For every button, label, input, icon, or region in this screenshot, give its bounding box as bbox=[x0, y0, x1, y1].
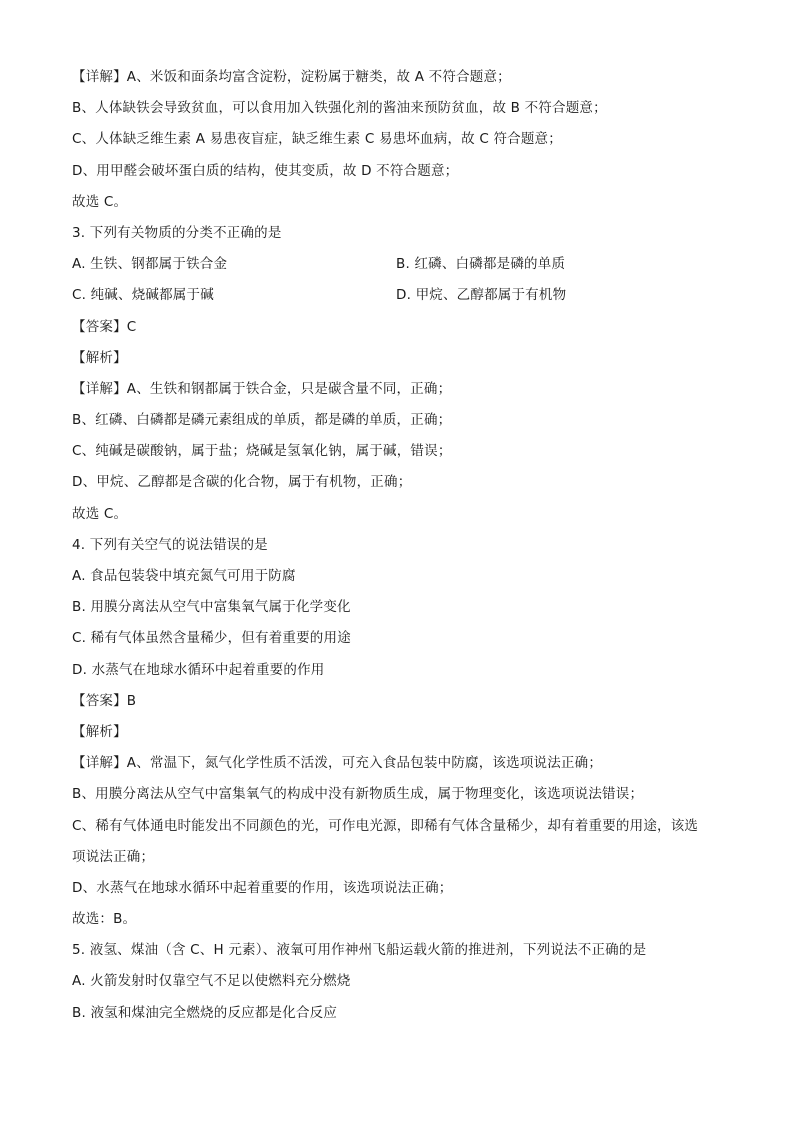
q4-answer: 【答案】B bbox=[72, 692, 137, 709]
q3-options-row-1 bbox=[72, 249, 732, 280]
q3-option-a: A. 生铁、钢都属于铁合金 bbox=[72, 256, 228, 273]
q2-detail-c: C、人体缺乏维生素 A 易患夜盲症，缺乏维生素 C 易患坏血病，故 C 符合题意； bbox=[72, 131, 562, 148]
q4-detail-d: D、水蒸气在地球水循环中起着重要的作用，该选项说法正确； bbox=[72, 879, 453, 896]
q4-detail-c-line2: 项说法正确； bbox=[72, 848, 155, 865]
q3-detail-b: B、红磷、白磷都是磷元素组成的单质，都是磷的单质，正确； bbox=[72, 412, 452, 429]
q4-detail-c-line1: C、稀有气体通电时能发出不同颜色的光，可作电光源，即稀有气体含量稀少，却有着重要的用途，该选 bbox=[72, 817, 699, 834]
q2-detail-b: B、人体缺铁会导致贫血，可以食用加入铁强化剂的酱油来预防贫血，故 B 不符合题意； bbox=[72, 100, 607, 117]
q3-option-c: C. 纯碱、烧碱都属于碱 bbox=[72, 287, 214, 304]
q3-stem: 3. 下列有关物质的分类不正确的是 bbox=[72, 224, 282, 241]
q3-options-row-2 bbox=[72, 280, 732, 311]
q3-detail-d: D、甲烷、乙醇都是含碳的化合物，属于有机物，正确； bbox=[72, 474, 412, 491]
q3-option-b: B. 红磷、白磷都是磷的单质 bbox=[396, 256, 566, 273]
q2-detail-a: 【详解】A、米饭和面条均富含淀粉，淀粉属于糖类，故 A 不符合题意； bbox=[72, 69, 511, 85]
q5-option-b: B. 液氢和煤油完全燃烧的反应都是化合反应 bbox=[72, 1004, 338, 1021]
q5-stem: 5. 液氢、煤油（含 C、H 元素）、液氧可用作神州飞船运载火箭的推进剂，下列说法不正确的是 bbox=[72, 942, 647, 959]
q4-detail-b: B、用膜分离法从空气中富集氧气的构成中没有新物质生成，属于物理变化，该选项说法错误； bbox=[72, 786, 644, 803]
q3-conclusion: 故选 C。 bbox=[72, 505, 128, 522]
q4-conclusion: 故选：B。 bbox=[72, 911, 137, 928]
q4-option-b: B. 用膜分离法从空气中富集氧气属于化学变化 bbox=[72, 599, 351, 616]
q5-option-a: A. 火箭发射时仅靠空气不足以使燃料充分燃烧 bbox=[72, 973, 351, 990]
q3-analysis-label: 【解析】 bbox=[72, 349, 127, 366]
q3-detail-a: 【详解】A、生铁和钢都属于铁合金，只是碳含量不同，正确； bbox=[72, 380, 452, 397]
q4-analysis-label: 【解析】 bbox=[72, 723, 127, 740]
q3-option-d: D. 甲烷、乙醇都属于有机物 bbox=[396, 287, 567, 304]
q4-option-a: A. 食品包装袋中填充氮气可用于防腐 bbox=[72, 568, 296, 584]
q3-answer: 【答案】C bbox=[72, 318, 137, 335]
q4-stem: 4. 下列有关空气的说法错误的是 bbox=[72, 536, 268, 553]
q3-detail-c: C、纯碱是碳酸钠，属于盐；烧碱是氢氧化钠，属于碱，错误； bbox=[72, 443, 452, 460]
q4-option-c: C. 稀有气体虽然含量稀少，但有着重要的用途 bbox=[72, 630, 351, 647]
document-page bbox=[72, 62, 732, 1029]
q4-detail-a: 【详解】A、常温下，氮气化学性质不活泼，可充入食品包装中防腐，该选项说法正确； bbox=[72, 755, 603, 772]
q2-conclusion: 故选 C。 bbox=[72, 193, 128, 210]
q2-detail-d: D、用甲醛会破坏蛋白质的结构，使其变质，故 D 不符合题意； bbox=[72, 162, 459, 179]
q4-option-d: D. 水蒸气在地球水循环中起着重要的作用 bbox=[72, 661, 325, 678]
